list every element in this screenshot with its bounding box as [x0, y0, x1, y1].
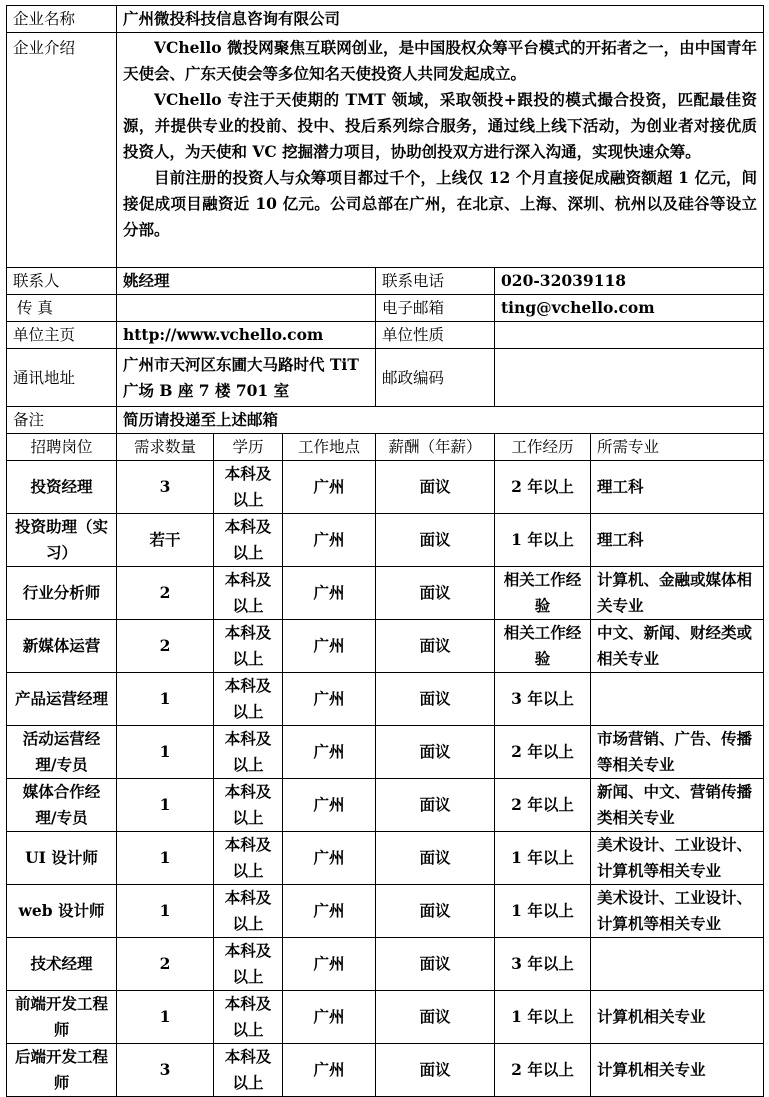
job-row [7, 514, 764, 567]
job-location: 广州 [283, 567, 376, 620]
job-quantity: 1 [117, 885, 214, 938]
job-position: 活动运营经理/专员 [7, 726, 117, 779]
company-intro [117, 33, 764, 268]
intro-paragraph: VChello 专注于天使期的 TMT 领域，采取领投+跟投的模式撮合投资，匹配最佳资源，并提供专业的投前、投中、投后系列综合服务，通过线上线下活动，为创业者对接优质投资人，为天使和 VC 挖掘潜力项目，协助创投双方进行深入沟通，实现快速众筹。 [123, 90, 758, 161]
email-value: ting@vchello.com [495, 295, 764, 322]
job-quantity: 3 [117, 1044, 214, 1097]
job-major: 中文、新闻、财经类或相关专业 [591, 620, 764, 673]
note-label: 备注 [7, 407, 117, 434]
job-major: 美术设计、工业设计、计算机等相关专业 [591, 832, 764, 885]
job-major: 计算机、金融或媒体相关专业 [591, 567, 764, 620]
job-row [7, 1044, 764, 1097]
job-row [7, 620, 764, 673]
job-salary: 面议 [376, 673, 495, 726]
job-location: 广州 [283, 461, 376, 514]
header-position: 招聘岗位 [7, 434, 117, 461]
job-quantity: 2 [117, 567, 214, 620]
job-education: 本科及以上 [214, 832, 283, 885]
job-major: 新闻、中文、营销传播类相关专业 [591, 779, 764, 832]
header-experience: 工作经历 [495, 434, 591, 461]
job-position: 投资助理（实习） [7, 514, 117, 567]
job-education: 本科及以上 [214, 1044, 283, 1097]
job-salary: 面议 [376, 620, 495, 673]
homepage-value: http://www.vchello.com [117, 322, 376, 349]
job-experience: 相关工作经验 [495, 620, 591, 673]
job-major: 美术设计、工业设计、计算机等相关专业 [591, 885, 764, 938]
job-experience: 2 年以上 [495, 1044, 591, 1097]
job-experience: 3 年以上 [495, 673, 591, 726]
job-quantity: 1 [117, 726, 214, 779]
homepage-label: 单位主页 [7, 322, 117, 349]
company-name-label: 企业名称 [7, 6, 117, 33]
job-salary: 面议 [376, 726, 495, 779]
job-location: 广州 [283, 938, 376, 991]
job-major: 理工科 [591, 461, 764, 514]
intro-paragraph: 目前注册的投资人与众筹项目都过千个，上线仅 12 个月直接促成融资额超 1 亿元，间接促成项目融资近 10 亿元。公司总部在广州，在北京、上海、深圳、杭州以及硅谷等设立分部。 [123, 168, 758, 239]
job-major: 计算机相关专业 [591, 1044, 764, 1097]
job-education: 本科及以上 [214, 726, 283, 779]
header-major: 所需专业 [591, 434, 764, 461]
job-quantity: 1 [117, 779, 214, 832]
header-location: 工作地点 [283, 434, 376, 461]
job-quantity: 2 [117, 938, 214, 991]
job-education: 本科及以上 [214, 991, 283, 1044]
job-position: 新媒体运营 [7, 620, 117, 673]
job-experience: 2 年以上 [495, 779, 591, 832]
job-position: 投资经理 [7, 461, 117, 514]
contact-value: 姚经理 [117, 268, 376, 295]
job-experience: 1 年以上 [495, 514, 591, 567]
job-row [7, 938, 764, 991]
job-salary: 面议 [376, 885, 495, 938]
job-education: 本科及以上 [214, 938, 283, 991]
job-salary: 面议 [376, 991, 495, 1044]
email-label: 电子邮箱 [376, 295, 495, 322]
phone-value: 020-32039118 [495, 268, 764, 295]
job-row [7, 726, 764, 779]
job-salary: 面议 [376, 514, 495, 567]
job-location: 广州 [283, 726, 376, 779]
company-intro-label: 企业介绍 [7, 33, 117, 268]
job-quantity: 1 [117, 673, 214, 726]
job-experience: 2 年以上 [495, 461, 591, 514]
job-position: 后端开发工程师 [7, 1044, 117, 1097]
job-location: 广州 [283, 885, 376, 938]
job-row [7, 885, 764, 938]
fax-label: 传 真 [7, 295, 117, 322]
job-salary: 面议 [376, 567, 495, 620]
job-major [591, 938, 764, 991]
job-position: 前端开发工程师 [7, 991, 117, 1044]
intro-paragraph: VChello 微投网聚焦互联网创业，是中国股权众筹平台模式的开拓者之一，由中国青年天使会、广东天使会等多位知名天使投资人共同发起成立。 [123, 38, 758, 83]
job-location: 广州 [283, 514, 376, 567]
job-position: web 设计师 [7, 885, 117, 938]
job-row [7, 832, 764, 885]
job-quantity: 2 [117, 620, 214, 673]
job-education: 本科及以上 [214, 620, 283, 673]
job-major: 理工科 [591, 514, 764, 567]
job-experience: 2 年以上 [495, 726, 591, 779]
address-label: 通讯地址 [7, 349, 117, 407]
job-experience: 相关工作经验 [495, 567, 591, 620]
job-experience: 1 年以上 [495, 991, 591, 1044]
job-row [7, 779, 764, 832]
job-education: 本科及以上 [214, 885, 283, 938]
job-experience: 1 年以上 [495, 885, 591, 938]
nature-label: 单位性质 [376, 322, 495, 349]
postcode-label: 邮政编码 [376, 349, 495, 407]
job-location: 广州 [283, 1044, 376, 1097]
job-education: 本科及以上 [214, 514, 283, 567]
header-salary: 薪酬（年薪） [376, 434, 495, 461]
job-major: 计算机相关专业 [591, 991, 764, 1044]
job-education: 本科及以上 [214, 673, 283, 726]
job-education: 本科及以上 [214, 567, 283, 620]
job-position: 技术经理 [7, 938, 117, 991]
note-value: 简历请投递至上述邮箱 [117, 407, 764, 434]
job-row [7, 991, 764, 1044]
job-education: 本科及以上 [214, 461, 283, 514]
header-education: 学历 [214, 434, 283, 461]
fax-value [117, 295, 376, 322]
job-salary: 面议 [376, 938, 495, 991]
job-education: 本科及以上 [214, 779, 283, 832]
job-row [7, 673, 764, 726]
nature-value [495, 322, 764, 349]
company-name: 广州微投科技信息咨询有限公司 [117, 6, 764, 33]
job-position: 行业分析师 [7, 567, 117, 620]
job-quantity: 3 [117, 461, 214, 514]
recruitment-table [6, 5, 764, 1097]
job-row [7, 567, 764, 620]
postcode-value [495, 349, 764, 407]
job-position: 媒体合作经理/专员 [7, 779, 117, 832]
header-quantity: 需求数量 [117, 434, 214, 461]
job-salary: 面议 [376, 461, 495, 514]
job-major: 市场营销、广告、传播等相关专业 [591, 726, 764, 779]
job-salary: 面议 [376, 779, 495, 832]
job-salary: 面议 [376, 1044, 495, 1097]
job-quantity: 若干 [117, 514, 214, 567]
address-value: 广州市天河区东圃大马路时代 TiT 广场 B 座 7 楼 701 室 [117, 349, 376, 407]
job-position: 产品运营经理 [7, 673, 117, 726]
phone-label: 联系电话 [376, 268, 495, 295]
job-position: UI 设计师 [7, 832, 117, 885]
job-location: 广州 [283, 779, 376, 832]
job-location: 广州 [283, 991, 376, 1044]
job-quantity: 1 [117, 832, 214, 885]
job-experience: 1 年以上 [495, 832, 591, 885]
job-quantity: 1 [117, 991, 214, 1044]
job-location: 广州 [283, 620, 376, 673]
job-salary: 面议 [376, 832, 495, 885]
job-location: 广州 [283, 832, 376, 885]
job-row [7, 461, 764, 514]
job-major [591, 673, 764, 726]
contact-label: 联系人 [7, 268, 117, 295]
job-location: 广州 [283, 673, 376, 726]
job-experience: 3 年以上 [495, 938, 591, 991]
